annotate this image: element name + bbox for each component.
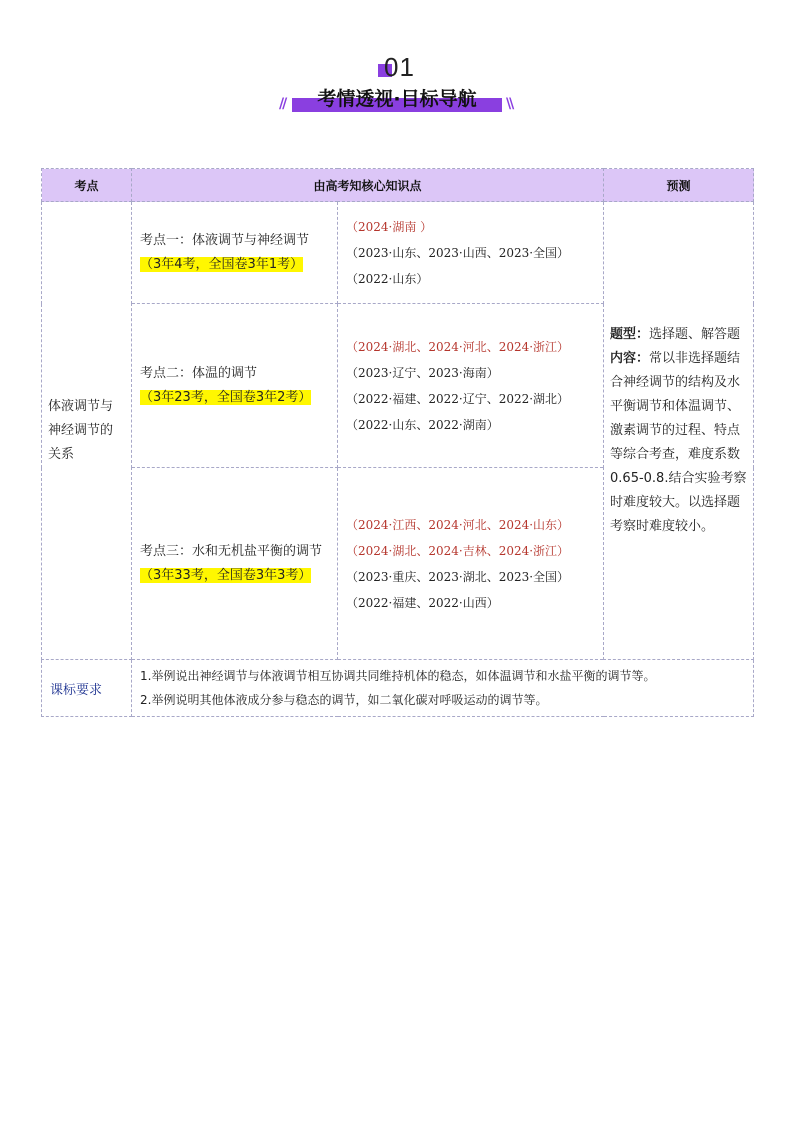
requirement-label: 课标要求 bbox=[42, 660, 132, 717]
requirement-cell bbox=[132, 660, 754, 717]
point-2-sources bbox=[338, 304, 604, 468]
decorative-slashes-left: // bbox=[279, 96, 286, 112]
decorative-slashes-right: \\ bbox=[506, 96, 513, 112]
point-3-count: （3年33考，全国卷3年3考） bbox=[140, 567, 312, 583]
section-title: 考情透视·目标导航 bbox=[317, 88, 477, 110]
point-1-sources bbox=[338, 202, 604, 304]
table-row bbox=[42, 202, 754, 304]
point-3-source-2: （2022·福建、2022·山西） bbox=[346, 595, 499, 610]
point-1-count: （3年4考，全国卷3年1考） bbox=[140, 256, 304, 272]
point-3-cell bbox=[132, 468, 338, 660]
point-1-source-1: （2023·山东、2023·山西、2023·全国） bbox=[346, 245, 570, 260]
point-3-name: 考点三：水和无机盐平衡的调节 bbox=[140, 543, 323, 559]
prediction-content: 内容：常以非选择题结合神经调节的结构及水平衡调节和体温调节、激素调节的过程、特点等综合考查，难度系数 0.65-0.8.结合实验考察时难度较大。以选择题考察时难度较小。 bbox=[610, 350, 747, 534]
point-2-count: （3年23考，全国卷3年2考） bbox=[140, 389, 312, 405]
point-2-name: 考点二：体温的调节 bbox=[140, 365, 258, 381]
header-knowledge: 由高考知核心知识点 bbox=[132, 169, 604, 202]
category-cell: 体液调节与神经调节的关系 bbox=[42, 202, 132, 660]
point-1-source-2: （2022·山东） bbox=[346, 271, 429, 286]
header-point: 考点 bbox=[42, 169, 132, 202]
section-number: 01 bbox=[384, 52, 415, 82]
point-2-source-red-1: （2024·湖北、2024·河北、2024·浙江） bbox=[346, 339, 570, 354]
point-1-cell bbox=[132, 202, 338, 304]
header-prediction: 预测 bbox=[604, 169, 754, 202]
requirement-item-1: 1.举例说出神经调节与体液调节相互协调共同维持机体的稳态，如体温调节和水盐平衡的调节等。 bbox=[140, 669, 656, 683]
point-2-cell bbox=[132, 304, 338, 468]
requirement-item-2: 2.举例说明其他体液成分参与稳态的调节，如二氧化碳对呼吸运动的调节等。 bbox=[140, 693, 548, 707]
prediction-cell bbox=[604, 202, 754, 660]
point-3-source-red-1: （2024·江西、2024·河北、2024·山东） bbox=[346, 517, 570, 532]
point-1-name: 考点一：体液调节与神经调节 bbox=[140, 232, 310, 248]
requirement-row bbox=[42, 660, 754, 717]
point-2-source-2: （2022·福建、2022·辽宁、2022·湖北） bbox=[346, 391, 570, 406]
point-2-source-1: （2023·辽宁、2023·海南） bbox=[346, 365, 499, 380]
exam-analysis-table bbox=[41, 168, 754, 717]
point-3-source-red-2: （2024·湖北、2024·吉林、2024·浙江） bbox=[346, 543, 570, 558]
table-header-row bbox=[42, 169, 754, 202]
prediction-type: 题型：选择题、解答题 bbox=[610, 326, 741, 342]
point-1-source-red-1: （2024·湖南 ） bbox=[346, 219, 433, 234]
point-3-sources bbox=[338, 468, 604, 660]
point-3-source-1: （2023·重庆、2023·湖北、2023·全国） bbox=[346, 569, 570, 584]
point-2-source-3: （2022·山东、2022·湖南） bbox=[346, 417, 499, 432]
